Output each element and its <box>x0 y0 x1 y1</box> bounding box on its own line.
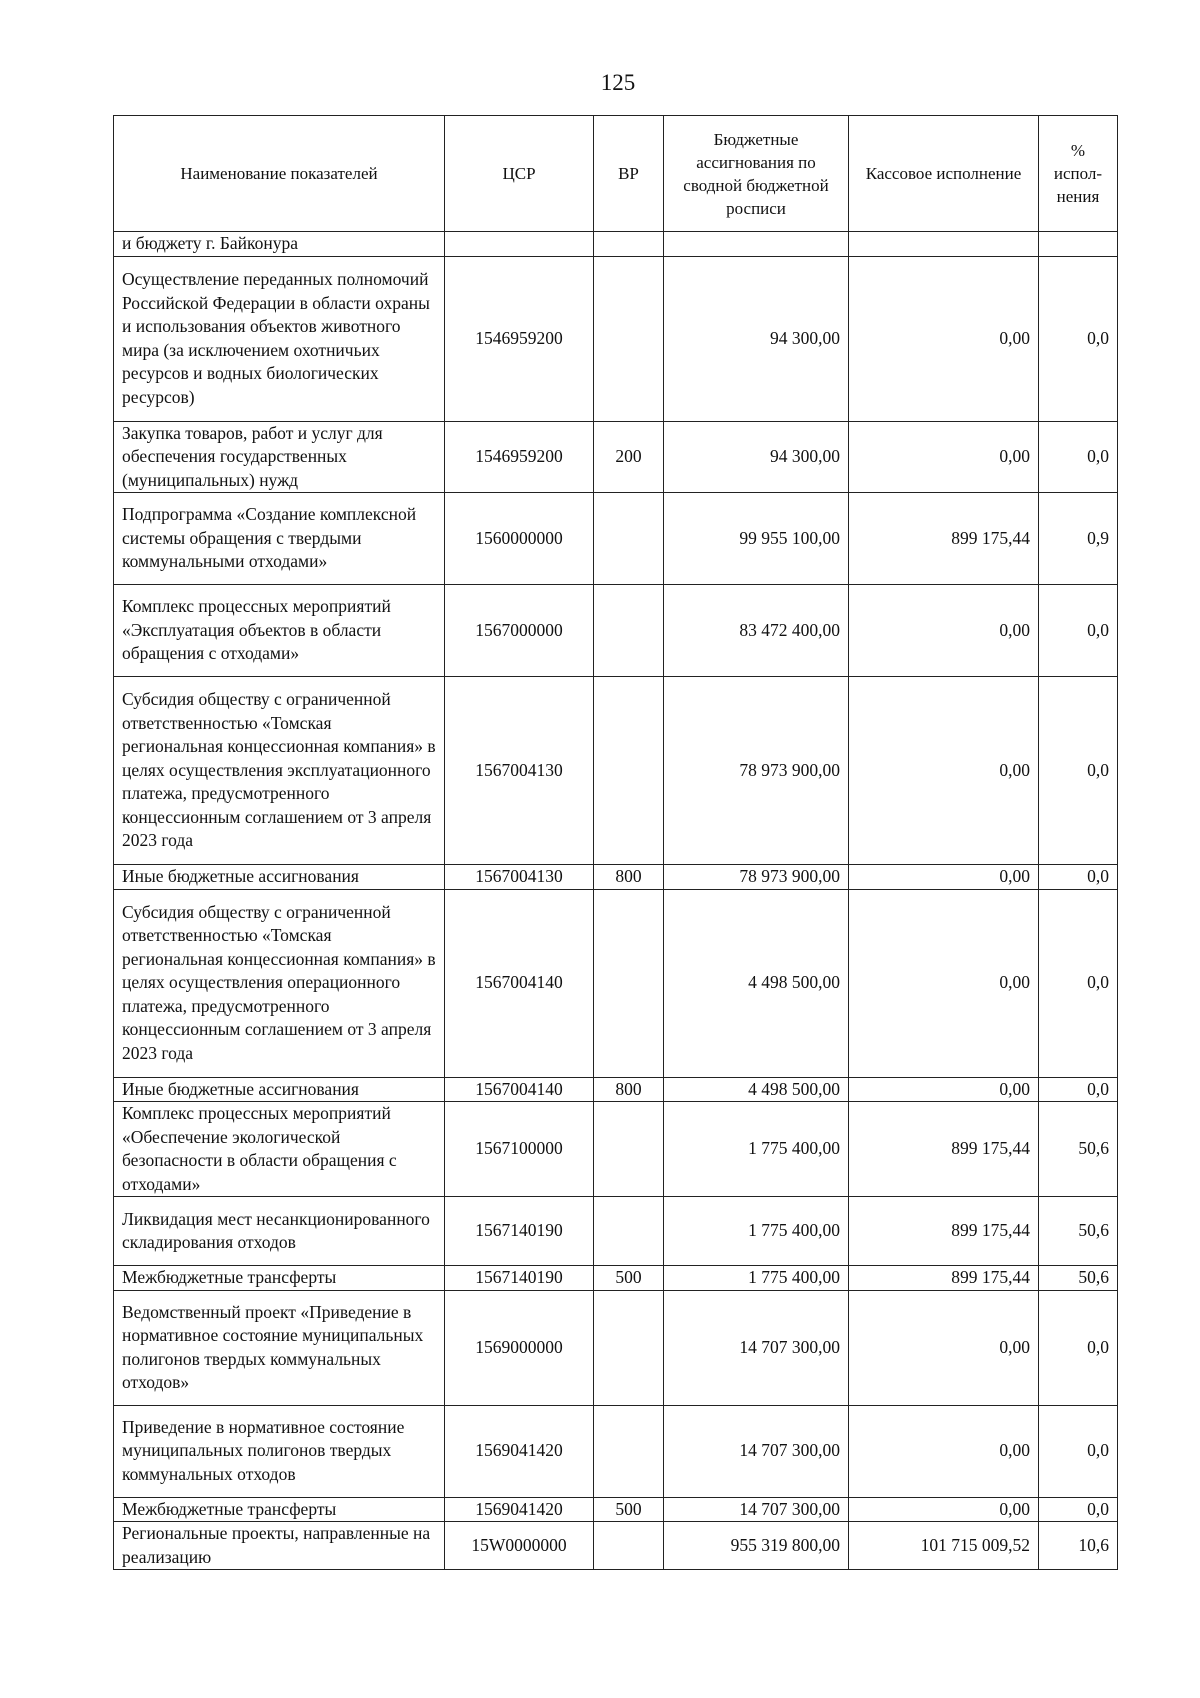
cell-execution-percent: 50,6 <box>1039 1266 1118 1291</box>
cell-vr <box>594 256 664 421</box>
cell-vr <box>594 1522 664 1570</box>
header-budget-allocations: Бюджетные ассигнования по сводной бюджетной росписи <box>664 116 849 232</box>
table-row <box>114 1497 1118 1522</box>
cell-execution-percent: 50,6 <box>1039 1102 1118 1197</box>
cell-vr <box>594 493 664 585</box>
cell-csr: 1567004140 <box>445 889 594 1077</box>
cell-name: Межбюджетные трансферты <box>114 1266 445 1291</box>
cell-csr: 1567000000 <box>445 585 594 677</box>
cell-budget-allocations <box>664 232 849 257</box>
table-row <box>114 1197 1118 1266</box>
table-row <box>114 1290 1118 1405</box>
cell-cash-execution: 0,00 <box>849 889 1039 1077</box>
cell-budget-allocations: 94 300,00 <box>664 421 849 493</box>
cell-name: Подпрограмма «Создание комплексной системы обращения с твердыми коммунальными отходами» <box>114 493 445 585</box>
table-row <box>114 1405 1118 1497</box>
cell-name: Комплекс процессных мероприятий «Эксплуатация объектов в области обращения с отходами» <box>114 585 445 677</box>
cell-vr <box>594 1405 664 1497</box>
cell-csr: 1546959200 <box>445 256 594 421</box>
cell-budget-allocations: 78 973 900,00 <box>664 865 849 890</box>
cell-name: Осуществление переданных полномочий Российской Федерации в области охраны и использования объектов животного мира (за исключением охотничьих ресурсов и водных биологических ресурсов) <box>114 256 445 421</box>
table-row <box>114 677 1118 865</box>
cell-cash-execution: 899 175,44 <box>849 1102 1039 1197</box>
table-row <box>114 1266 1118 1291</box>
cell-cash-execution: 0,00 <box>849 256 1039 421</box>
header-cash-execution: Кассовое исполнение <box>849 116 1039 232</box>
cell-name: и бюджету г. Байконура <box>114 232 445 257</box>
cell-execution-percent: 10,6 <box>1039 1522 1118 1570</box>
cell-execution-percent: 0,0 <box>1039 1290 1118 1405</box>
cell-budget-allocations: 4 498 500,00 <box>664 1077 849 1102</box>
cell-budget-allocations: 14 707 300,00 <box>664 1290 849 1405</box>
cell-name: Иные бюджетные ассигнования <box>114 865 445 890</box>
cell-execution-percent <box>1039 232 1118 257</box>
cell-vr: 500 <box>594 1497 664 1522</box>
cell-cash-execution: 0,00 <box>849 865 1039 890</box>
cell-cash-execution: 899 175,44 <box>849 493 1039 585</box>
cell-budget-allocations: 1 775 400,00 <box>664 1266 849 1291</box>
cell-budget-allocations: 94 300,00 <box>664 256 849 421</box>
cell-vr <box>594 1290 664 1405</box>
header-name: Наименование показателей <box>114 116 445 232</box>
cell-name: Межбюджетные трансферты <box>114 1497 445 1522</box>
cell-name: Иные бюджетные ассигнования <box>114 1077 445 1102</box>
page-number: 125 <box>600 70 636 95</box>
budget-execution-table <box>113 115 1118 1570</box>
cell-execution-percent: 0,0 <box>1039 1497 1118 1522</box>
cell-execution-percent: 0,9 <box>1039 493 1118 585</box>
cell-cash-execution: 0,00 <box>849 1405 1039 1497</box>
cell-budget-allocations: 1 775 400,00 <box>664 1197 849 1266</box>
cell-cash-execution <box>849 232 1039 257</box>
cell-csr: 1569000000 <box>445 1290 594 1405</box>
cell-name: Региональные проекты, направленные на реализацию <box>114 1522 445 1570</box>
cell-vr <box>594 1197 664 1266</box>
cell-vr: 500 <box>594 1266 664 1291</box>
table-row <box>114 865 1118 890</box>
cell-execution-percent: 0,0 <box>1039 1405 1118 1497</box>
cell-cash-execution: 0,00 <box>849 585 1039 677</box>
cell-csr: 1567100000 <box>445 1102 594 1197</box>
cell-budget-allocations: 1 775 400,00 <box>664 1102 849 1197</box>
cell-vr <box>594 232 664 257</box>
cell-csr: 1567140190 <box>445 1266 594 1291</box>
table-row <box>114 1102 1118 1197</box>
table-row <box>114 889 1118 1077</box>
cell-cash-execution: 101 715 009,52 <box>849 1522 1039 1570</box>
cell-name: Ведомственный проект «Приведение в нормативное состояние муниципальных полигонов твердых коммунальных отходов» <box>114 1290 445 1405</box>
cell-name: Ликвидация мест несанкционированного складирования отходов <box>114 1197 445 1266</box>
cell-name: Субсидия обществу с ограниченной ответственностью «Томская региональная концессионная компания» в целях осуществления эксплуатационного платежа, предусмотренного концессионным соглашением от 3 апреля 2023 года <box>114 677 445 865</box>
cell-vr: 800 <box>594 865 664 890</box>
cell-execution-percent: 50,6 <box>1039 1197 1118 1266</box>
cell-csr: 1569041420 <box>445 1497 594 1522</box>
table-header-row <box>114 116 1118 232</box>
cell-csr: 1567140190 <box>445 1197 594 1266</box>
cell-csr: 1567004140 <box>445 1077 594 1102</box>
cell-execution-percent: 0,0 <box>1039 1077 1118 1102</box>
cell-execution-percent: 0,0 <box>1039 256 1118 421</box>
cell-budget-allocations: 4 498 500,00 <box>664 889 849 1077</box>
table-row <box>114 585 1118 677</box>
cell-csr: 1560000000 <box>445 493 594 585</box>
cell-execution-percent: 0,0 <box>1039 889 1118 1077</box>
cell-name: Закупка товаров, работ и услуг для обеспечения государственных (муниципальных) нужд <box>114 421 445 493</box>
cell-budget-allocations: 955 319 800,00 <box>664 1522 849 1570</box>
cell-budget-allocations: 78 973 900,00 <box>664 677 849 865</box>
cell-vr <box>594 585 664 677</box>
cell-csr: 1546959200 <box>445 421 594 493</box>
table-row <box>114 493 1118 585</box>
cell-execution-percent: 0,0 <box>1039 677 1118 865</box>
table-row <box>114 256 1118 421</box>
cell-execution-percent: 0,0 <box>1039 421 1118 493</box>
cell-name: Приведение в нормативное состояние муниципальных полигонов твердых коммунальных отходов <box>114 1405 445 1497</box>
cell-budget-allocations: 99 955 100,00 <box>664 493 849 585</box>
cell-vr <box>594 889 664 1077</box>
cell-execution-percent: 0,0 <box>1039 585 1118 677</box>
cell-budget-allocations: 14 707 300,00 <box>664 1405 849 1497</box>
cell-vr: 800 <box>594 1077 664 1102</box>
cell-cash-execution: 0,00 <box>849 677 1039 865</box>
cell-cash-execution: 0,00 <box>849 1290 1039 1405</box>
cell-csr: 1567004130 <box>445 865 594 890</box>
cell-execution-percent: 0,0 <box>1039 865 1118 890</box>
cell-csr: 15W0000000 <box>445 1522 594 1570</box>
table-row <box>114 232 1118 257</box>
cell-csr <box>445 232 594 257</box>
cell-vr: 200 <box>594 421 664 493</box>
cell-name: Субсидия обществу с ограниченной ответственностью «Томская региональная концессионная компания» в целях осуществления операционного платежа, предусмотренного концессионным соглашением от 3 апреля 2023 года <box>114 889 445 1077</box>
table-row <box>114 1077 1118 1102</box>
cell-vr <box>594 677 664 865</box>
cell-cash-execution: 899 175,44 <box>849 1266 1039 1291</box>
cell-budget-allocations: 83 472 400,00 <box>664 585 849 677</box>
header-vr: ВР <box>594 116 664 232</box>
table-row <box>114 1522 1118 1570</box>
cell-csr: 1569041420 <box>445 1405 594 1497</box>
cell-budget-allocations: 14 707 300,00 <box>664 1497 849 1522</box>
cell-cash-execution: 0,00 <box>849 1077 1039 1102</box>
cell-csr: 1567004130 <box>445 677 594 865</box>
cell-cash-execution: 0,00 <box>849 421 1039 493</box>
cell-vr <box>594 1102 664 1197</box>
header-csr: ЦСР <box>445 116 594 232</box>
table-row <box>114 421 1118 493</box>
cell-cash-execution: 899 175,44 <box>849 1197 1039 1266</box>
cell-name: Комплекс процессных мероприятий «Обеспечение экологической безопасности в области обращения с отходами» <box>114 1102 445 1197</box>
cell-cash-execution: 0,00 <box>849 1497 1039 1522</box>
header-execution-percent: % испол-нения <box>1039 116 1118 232</box>
